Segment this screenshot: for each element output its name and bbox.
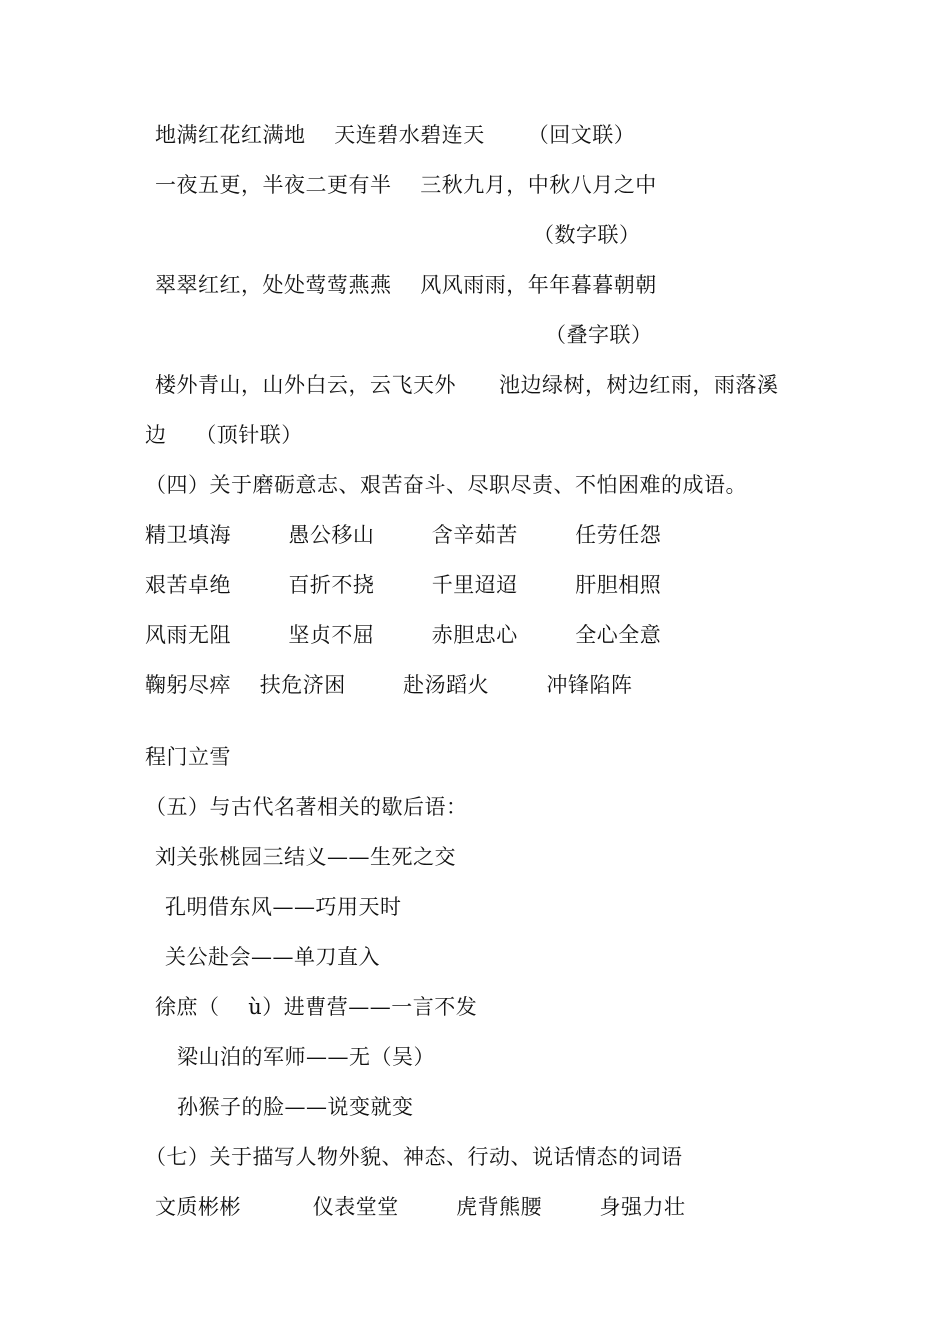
- chain-couplet: 楼外青山，山外白云，云飞天外 池边绿树，树边红雨，雨落溪: [155, 373, 779, 397]
- xiehouyu-item: 孔明借东风——巧用天时: [165, 895, 402, 919]
- xiehouyu-item: 孙猴子的脸——说变就变: [177, 1095, 414, 1119]
- section-four-heading: （四）关于磨砺意志、艰苦奋斗、尽职尽责、不怕困难的成语。: [145, 473, 747, 497]
- idiom-row: 程门立雪: [145, 745, 231, 769]
- chain-couplet-continuation: 边 （顶针联）: [145, 423, 303, 447]
- idiom-row: 鞠躬尽瘁 扶危济困 赴汤蹈火 冲锋陷阵: [145, 673, 633, 697]
- section-five-heading: （五）与古代名著相关的歇后语：: [145, 795, 468, 819]
- number-couplet: 一夜五更，半夜二更有半 三秋九月，中秋八月之中: [155, 173, 657, 197]
- xiehouyu-item: 梁山泊的军师——无（吴）: [177, 1045, 435, 1069]
- reduplication-couplet-label: （叠字联）: [545, 323, 653, 347]
- description-words-row: 文质彬彬 仪表堂堂 虎背熊腰 身强力壮: [155, 1195, 686, 1219]
- palindrome-couplet: 地满红花红满地 天连碧水碧连天 （回文联）: [155, 123, 636, 147]
- idiom-row: 艰苦卓绝 百折不挠 千里迢迢 肝胆相照: [145, 573, 662, 597]
- section-seven-heading: （七）关于描写人物外貌、神态、行动、说话情态的词语: [145, 1145, 683, 1169]
- xiehouyu-item: 徐庶（ ù）进曹营——一言不发: [155, 995, 478, 1019]
- number-couplet-label: （数字联）: [533, 223, 641, 247]
- xiehouyu-item: 刘关张桃园三结义——生死之交: [155, 845, 456, 869]
- reduplication-couplet: 翠翠红红，处处莺莺燕燕 风风雨雨，年年暮暮朝朝: [155, 273, 657, 297]
- idiom-row: 精卫填海 愚公移山 含辛茹苦 任劳任怨: [145, 523, 662, 547]
- idiom-row: 风雨无阻 坚贞不屈 赤胆忠心 全心全意: [145, 623, 662, 647]
- xiehouyu-item: 关公赴会——单刀直入: [165, 945, 380, 969]
